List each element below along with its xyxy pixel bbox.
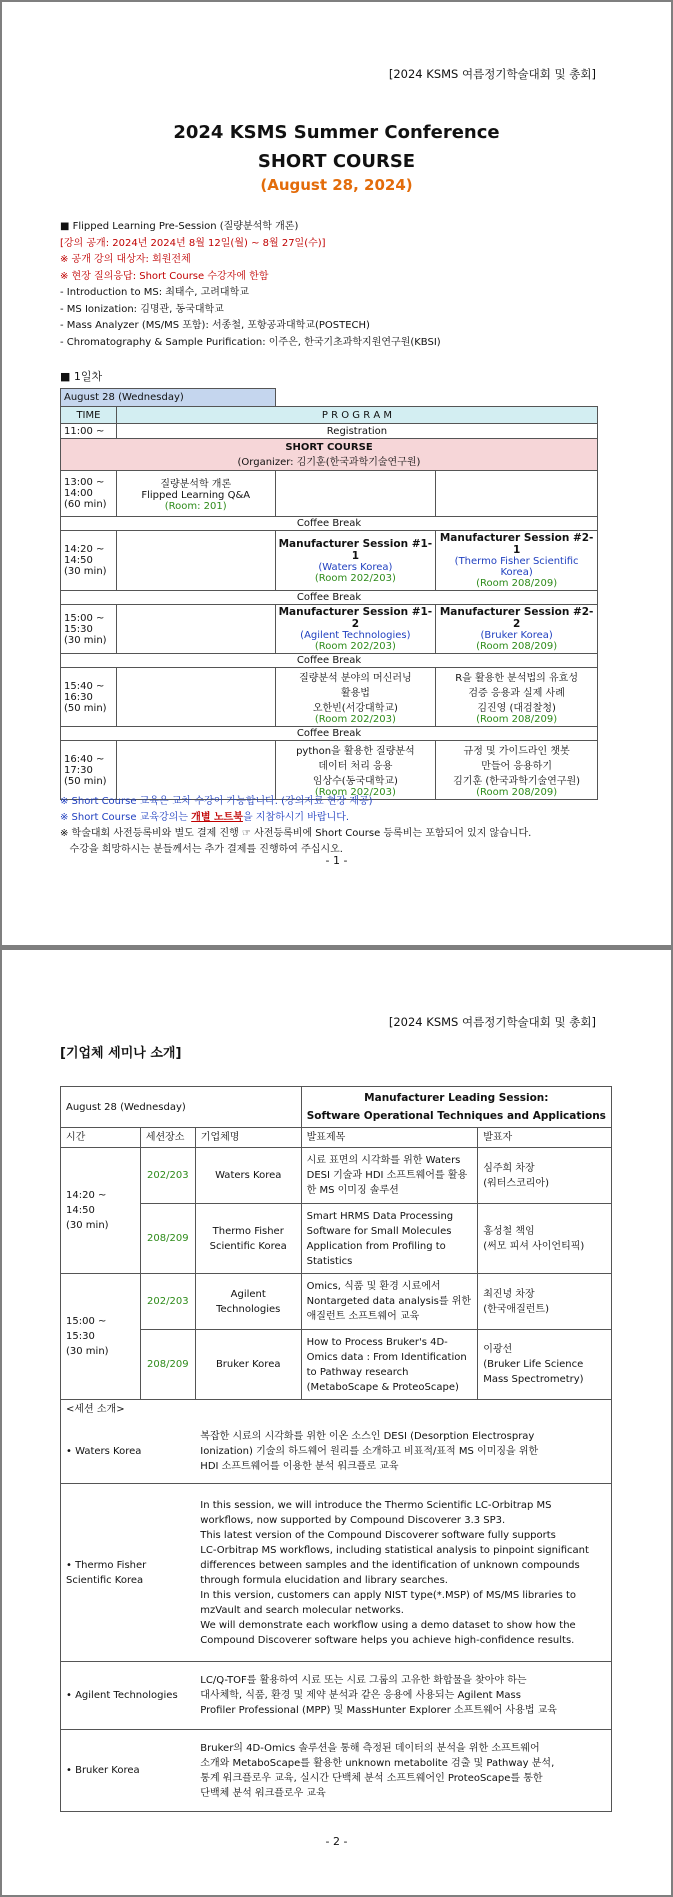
program-header: P R O G R A M	[116, 407, 597, 424]
col-header-speaker: 발표자	[478, 1128, 612, 1148]
registration: Registration	[116, 424, 597, 439]
program-date: August 28 (Wednesday)	[61, 389, 276, 407]
speaker: 홍성철 책임 (써모 피셔 사이언티픽)	[478, 1204, 612, 1274]
short-course-banner: SHORT COURSE (Organizer: 김기훈(한국과학기술연구원)	[61, 439, 598, 471]
session-time: 13:00 ~ 14:00 (60 min)	[61, 471, 117, 517]
talk-title: Smart HRMS Data Processing Software for Small Molecules Application from Profiling to Statistics	[301, 1204, 478, 1274]
slot-time: 14:20 ~ 14:50 (30 min)	[61, 1148, 141, 1274]
speaker: 심주희 차장 (워터스코리아)	[478, 1148, 612, 1204]
intro-text: In this session, we will introduce the Thermo Scientific LC-Orbitrap MS workflows, now supported by Compound Discoverer 3.3 SP3. This latest version of the Compound Discoverer software fully supports LC-Orbitrap MS workflows, including statistical analysis to pinpoint significant differences between samples and the identification of unknown compounds through formula elucidation and library searches. In this version, customers can apply NIST type(*.MSP) of MS/MS libraries to mzVault and search molecular networks. We will demonstrate each workflow using a demo dataset to show how the Compound Discoverer software helps you achieve high-confidence results.	[195, 1484, 611, 1662]
coffee-break: Coffee Break	[61, 654, 598, 668]
list-item	[61, 1662, 612, 1730]
table-row	[61, 1330, 612, 1400]
session-time: 15:40 ~ 16:30 (50 min)	[61, 668, 117, 727]
room-label: 208/209	[140, 1330, 195, 1400]
pre-session-info	[60, 219, 441, 351]
pre-session-heading: ■ Flipped Learning Pre-Session (질량분석학 개론)	[60, 221, 299, 232]
slot-time: 15:00 ~ 15:30 (30 min)	[61, 1274, 141, 1400]
lecture-audience: ※ 공개 강의 대상자: 회원전체	[60, 254, 191, 265]
col-header-company: 기업체명	[195, 1128, 301, 1148]
intro-text: 복잡한 시료의 시각화를 위한 이온 소스인 DESI (Desorption Electrospray Ionization) 기술의 하드웨어 원리를 소개하고 비표적/표적 MS 이미징을 위한 HDI 소프트웨어를 이용한 분석 워크플로 교육	[195, 1420, 611, 1484]
intro-text: LC/Q-TOF를 활용하여 시료 또는 시료 그룹의 고유한 화합물을 찾아야 하는 대사체학, 식품, 환경 및 제약 분석과 같은 응용에 사용되는 Agilent Mass Profiler Professional (MPP) 및 MassHunter Explorer 소프트웨어 사용법 교육	[195, 1662, 611, 1730]
coffee-break: Coffee Break	[61, 727, 598, 741]
coffee-break: Coffee Break	[61, 517, 598, 531]
conference-header: [2024 KSMS 여름정기학술대회 및 총회]	[388, 67, 596, 81]
conference-title: 2024 KSMS Summer Conference	[173, 122, 500, 143]
speaker: 이광선 (Bruker Life Science Mass Spectrometry)	[478, 1330, 612, 1400]
talk-title: How to Process Bruker's 4D-Omics data : From Identification to Pathway research (MetaboScape & ProteoScape)	[301, 1330, 478, 1400]
lecture-item: - Introduction to MS: 최태수, 고려대학교	[60, 287, 249, 298]
seminar-session-title: Manufacturer Leading Session: Software Operational Techniques and Applications	[301, 1087, 611, 1128]
registration-time: 11:00 ~	[61, 424, 117, 439]
chatbot-session: 규정 및 가이드라인 챗봇 만들어 응용하기 김기훈 (한국과학기술연구원) (Room 208/209)	[436, 741, 598, 800]
company-name: Bruker Korea	[195, 1330, 301, 1400]
room-label: 208/209	[140, 1204, 195, 1274]
company-name: Agilent Technologies	[195, 1274, 301, 1330]
speaker: 최진녕 차장 (한국애질런트)	[478, 1274, 612, 1330]
python-session: python을 활용한 질량분석 데이터 처리 응용 임상수(동국대학교) (Room 202/203)	[275, 741, 436, 800]
table-row	[61, 1204, 612, 1274]
company-name: Waters Korea	[195, 1148, 301, 1204]
lecture-period: [강의 공개: 2024년 2024년 8월 12일(월) ~ 8월 27일(수)]	[60, 237, 326, 249]
manufacturer-session-2-2: Manufacturer Session #2-2 (Bruker Korea) (Room 208/209)	[436, 605, 598, 654]
lecture-item: - Chromatography & Sample Purification: 이주은, 한국기초과학지원연구원(KBSI)	[60, 336, 441, 348]
note-payment: ※ 학술대회 사전등록비와 별도 결제 진행 ☞ 사전등록비에 Short Course 등록비는 포함되어 있지 않습니다.	[60, 828, 532, 839]
intro-company: • Bruker Korea	[61, 1730, 196, 1812]
time-header: TIME	[61, 407, 117, 424]
section-title: [기업체 세미나 소개]	[60, 1046, 182, 1061]
room-label: 202/203	[140, 1274, 195, 1330]
list-item	[61, 1420, 612, 1484]
lecture-item: - Mass Analyzer (MS/MS 포함): 서종철, 포항공과대학교(POSTECH)	[60, 320, 370, 331]
room-label: 202/203	[140, 1148, 195, 1204]
page-2	[2, 950, 671, 1895]
course-title: SHORT COURSE	[257, 151, 416, 172]
list-item	[61, 1730, 612, 1812]
intro-label: <세션 소개>	[61, 1400, 612, 1420]
onsite-qa: ※ 현장 질의응답: Short Course 수강자에 한함	[60, 270, 269, 282]
intro-company: • Thermo Fisher Scientific Korea	[61, 1484, 196, 1662]
day-label: ■ 1일차	[60, 370, 103, 383]
ml-session: 질량분석 분야의 머신러닝 활용법 오한빈(서강대학교) (Room 202/203)	[275, 668, 436, 727]
intro-company: • Agilent Technologies	[61, 1662, 196, 1730]
room-label: (Room: 201)	[164, 501, 227, 512]
conference-header: [2024 KSMS 여름정기학술대회 및 총회]	[388, 1015, 596, 1029]
session-time: 15:00 ~ 15:30 (30 min)	[61, 605, 117, 654]
course-notes	[60, 794, 531, 858]
page-1	[2, 2, 671, 945]
coffee-break: Coffee Break	[61, 591, 598, 605]
manufacturer-session-1-2: Manufacturer Session #1-2 (Agilent Technologies) (Room 202/203)	[275, 605, 436, 654]
r-validation-session: R을 활용한 분석법의 유효성 검증 응용과 실제 사례 김진영 (대검찰청) (Room 208/209)	[436, 668, 598, 727]
note-cross-attend: ※ Short Course 교육은 교차 수강이 가능합니다. (강의자료 현장 제공)	[60, 796, 373, 807]
seminar-date: August 28 (Wednesday)	[61, 1087, 302, 1128]
program-table	[60, 388, 598, 800]
note-laptop: ※ Short Course 교육강의는 개별 노트북을 지참하시기 바랍니다.	[60, 812, 350, 823]
page-number: - 2 -	[325, 1835, 348, 1848]
table-row	[61, 1148, 612, 1204]
list-item	[61, 1484, 612, 1662]
note-payment-2: 수강을 희망하시는 분들께서는 추가 결제를 진행하여 주십시오.	[60, 844, 343, 855]
organizer: (Organizer: 김기훈(한국과학기술연구원)	[237, 456, 421, 468]
seminar-table	[60, 1086, 612, 1812]
session-time: 16:40 ~ 17:30 (50 min)	[61, 741, 117, 800]
company-name: Thermo Fisher Scientific Korea	[195, 1204, 301, 1274]
page-number: - 1 -	[325, 854, 348, 867]
session-time: 14:20 ~ 14:50 (30 min)	[61, 531, 117, 591]
intro-ms-session: 질량분석학 개론 Flipped Learning Q&A (Room: 201)	[116, 471, 275, 517]
table-row	[61, 1274, 612, 1330]
lecture-item: - MS Ionization: 김명관, 동국대학교	[60, 303, 224, 315]
col-header-time: 시간	[61, 1128, 141, 1148]
talk-title: Omics, 식품 및 환경 시료에서 Nontargeted data analysis를 위한 애질런트 소프트웨어 교육	[301, 1274, 478, 1330]
col-header-room: 세션장소	[140, 1128, 195, 1148]
manufacturer-session-1-1: Manufacturer Session #1-1 (Waters Korea) (Room 202/203)	[275, 531, 436, 591]
talk-title: 시료 표면의 시각화를 위한 Waters DESI 기술과 HDI 소프트웨어를 활용한 MS 이미징 솔루션	[301, 1148, 478, 1204]
manufacturer-session-2-1: Manufacturer Session #2-1 (Thermo Fisher Scientific Korea) (Room 208/209)	[436, 531, 598, 591]
col-header-title: 발표제목	[301, 1128, 478, 1148]
intro-text: Bruker의 4D-Omics 솔루션을 통해 측정된 데이터의 분석을 위한 소프트웨어 소개와 MetaboScape를 활용한 unknown metabolite 검출 및 Pathway 분석, 통계 워크플로우 교육, 실시간 단백체 분석 소프트웨어인 ProteoScape를 통한 단백체 분석 워크플로우 교육	[195, 1730, 611, 1812]
course-date: (August 28, 2024)	[260, 176, 413, 194]
intro-company: • Waters Korea	[61, 1420, 196, 1484]
